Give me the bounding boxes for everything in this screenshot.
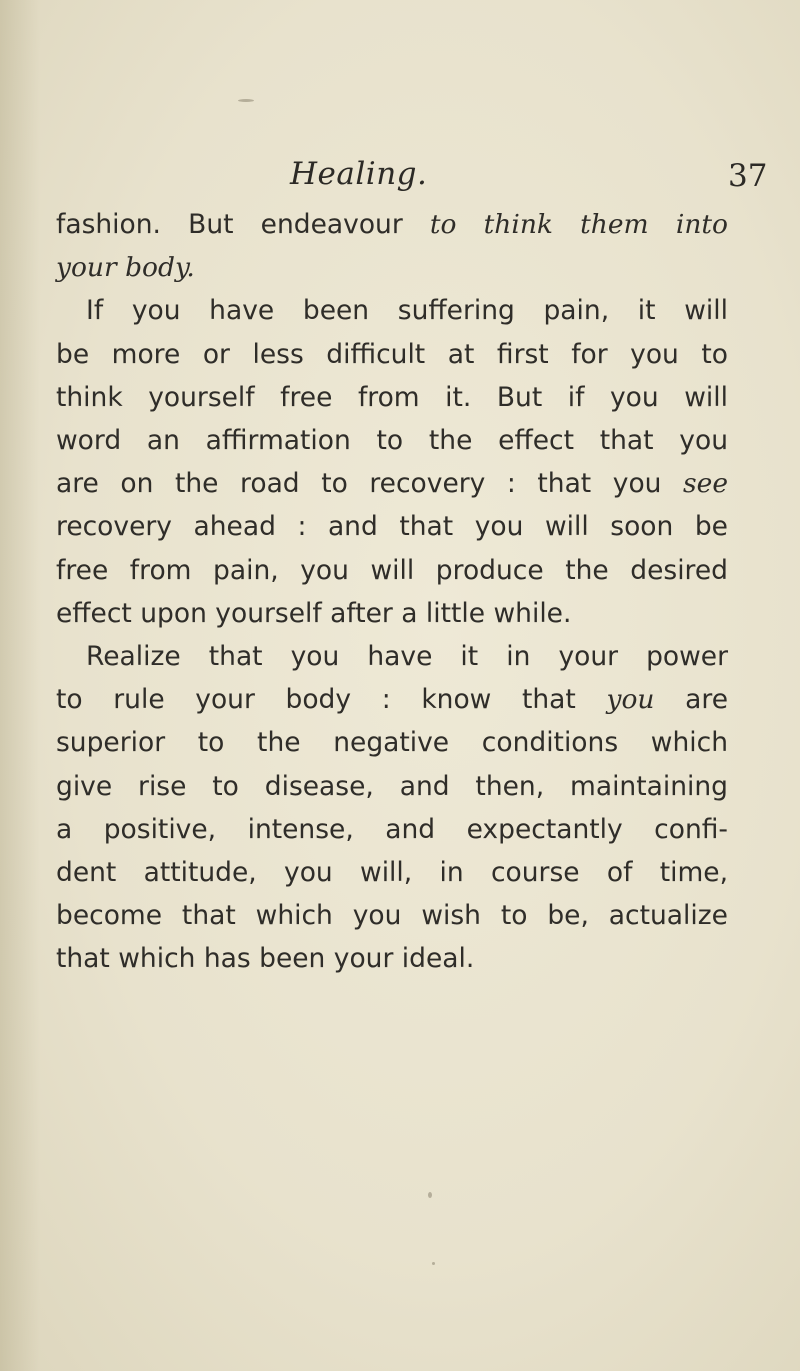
text-line: give rise to disease, and then, maintaining — [56, 770, 728, 802]
running-title: Healing. — [290, 156, 428, 192]
text-line: are on the road to recovery : that you see — [56, 468, 728, 500]
text-line: become that which you wish to be, actualize — [56, 900, 728, 932]
text-line: a positive, intense, and expectantly confi- — [56, 813, 728, 845]
text-line: be more or less difficult at first for you to — [56, 338, 728, 370]
text-line: your body. — [56, 252, 195, 284]
text-line: think yourself free from it. But if you will — [56, 381, 728, 413]
text-line: fashion. But endeavour to think them into — [56, 209, 728, 240]
paper-speck — [428, 1192, 432, 1198]
text-line: effect upon yourself after a little while. — [56, 597, 572, 629]
text-line: superior to the negative conditions which — [56, 727, 728, 759]
text-line: that which has been your ideal. — [56, 943, 475, 975]
running-head — [0, 152, 800, 196]
paper-speck — [238, 99, 254, 102]
paragraph-start-line: Realize that you have it in your power — [86, 641, 728, 673]
text-line: to rule your body : know that you are — [56, 684, 728, 716]
text-line: free from pain, you will produce the desired — [56, 554, 728, 586]
text-line: recovery ahead : and that you will soon be — [56, 511, 728, 543]
paper-speck — [432, 1262, 435, 1265]
page-number: 37 — [728, 158, 768, 194]
text-line: dent attitude, you will, in course of time, — [56, 857, 728, 889]
text-line: word an affirmation to the effect that you — [56, 425, 728, 457]
paragraph-start-line: If you have been suffering pain, it will — [86, 295, 728, 327]
body-text — [56, 203, 728, 981]
